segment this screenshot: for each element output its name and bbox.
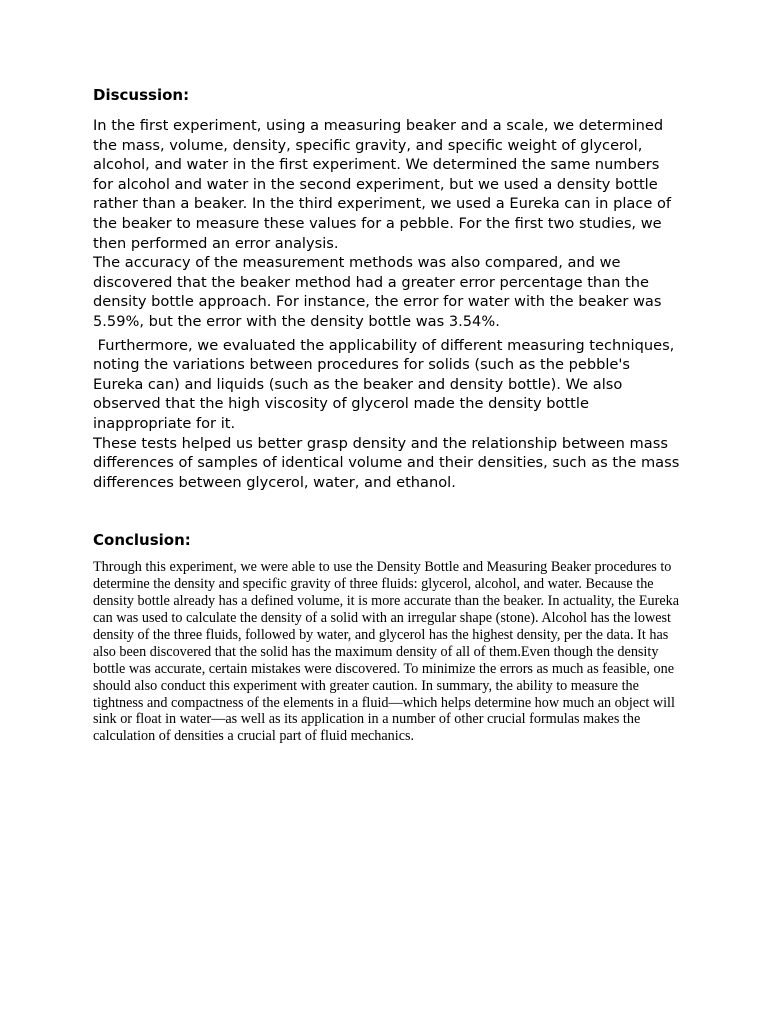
document-page bbox=[93, 84, 683, 745]
discussion-heading: Discussion: bbox=[93, 86, 190, 104]
discussion-paragraph-4: These tests helped us better grasp density and the relationship between mass differences of samples of identical volume and their densities, such as the mass differences between glycerol, water, and ethanol. bbox=[93, 434, 680, 491]
discussion-paragraph-3: Furthermore, we evaluated the applicability of different measuring techniques, noting the variations between procedures for solids (such as the pebble's Eureka can) and liquids (such as the beaker and density bottle). We also observed that the high viscosity of glycerol made the density bottle inappropriate for it. bbox=[93, 336, 679, 432]
conclusion-paragraph: Through this experiment, we were able to use the Density Bottle and Measuring Beaker procedures to determine the density and specific gravity of three fluids: glycerol, alcohol, and water. Because the density bottle already has a defined volume, it is more accurate than the beaker. In actuality, the Eureka can was used to calculate the density of a solid with an irregular shape (stone). Alcohol has the lowest density of the three fluids, followed by water, and glycerol has the highest density, per the data. It has also been discovered that the solid has the maximum density of all of them.Even though the density bottle was accurate, certain mistakes were discovered. To minimize the errors as much as feasible, one should also conduct this experiment with greater caution. In summary, the ability to measure the tightness and compactness of the elements in a fluid—which helps determine how much an object will sink or float in water—as well as its application in a number of other crucial formulas makes the calculation of densities a crucial part of fluid mechanics. bbox=[93, 559, 680, 745]
discussion-paragraph-1: In the first experiment, using a measuring beaker and a scale, we determined the mass, volume, density, specific gravity, and specific weight of glycerol, alcohol, and water in the first experiment. We determined the same numbers for alcohol and water in the second experiment, but we used a density bottle rather than a beaker. In the third experiment, we used a Eureka can in place of the beaker to measure these values for a pebble. For the first two studies, we then performed an error analysis. bbox=[93, 117, 672, 252]
discussion-paragraph-2: The accuracy of the measurement methods was also compared, and we discovered that the beaker method had a greater error percentage than the density bottle approach. For instance, the error for water with the beaker was 5.59%, but the error with the density bottle was 3.54%. bbox=[93, 254, 662, 330]
conclusion-heading: Conclusion: bbox=[93, 531, 191, 550]
